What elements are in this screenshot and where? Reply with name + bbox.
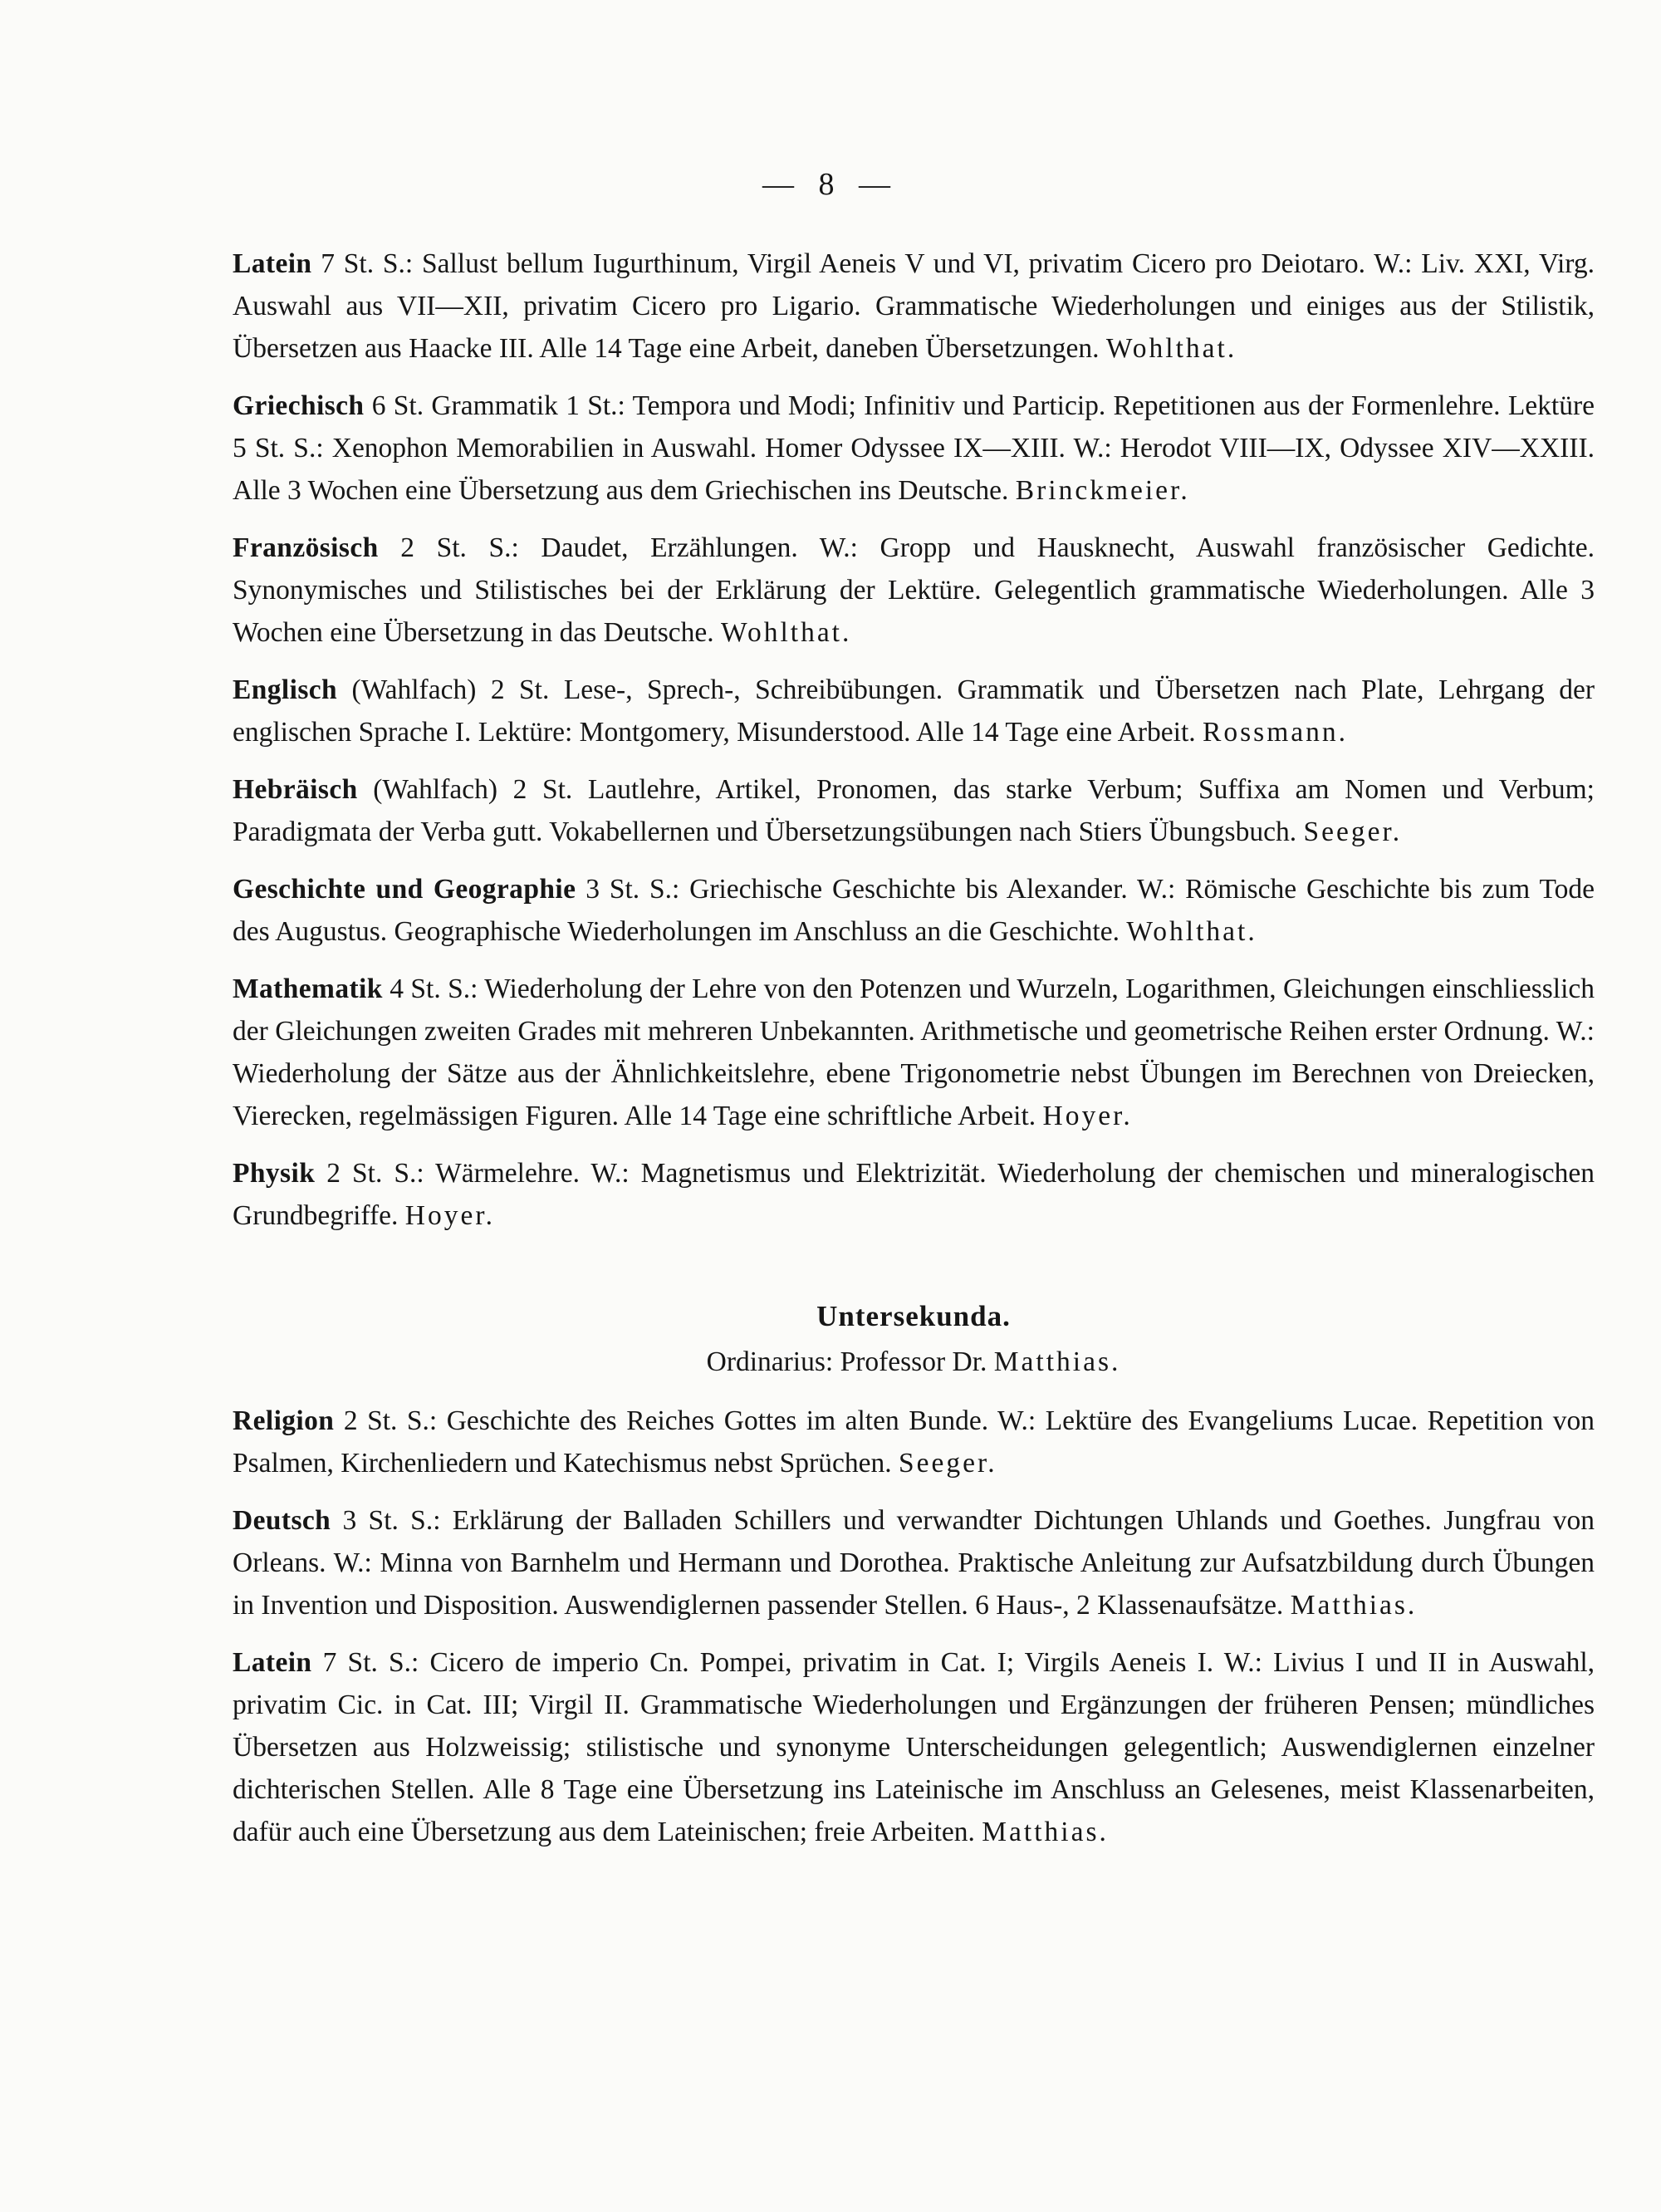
ordinarius-line (233, 1341, 1595, 1383)
teacher-name: Hoyer. (404, 1200, 496, 1231)
teacher-name: Hoyer. (1042, 1101, 1133, 1131)
teacher-name: Wohlthat. (1105, 333, 1237, 364)
paragraph-franzoesisch (233, 527, 1595, 654)
paragraph-text: 7 St. S.: Cicero de imperio Cn. Pompei, privatim in Cat. I; Virgils Aeneis I. W.: Livius I und II in Auswahl, privatim Cic. in Cat. III; Virgil II. Grammatische Wiederholungen und Ergänzungen der früheren Pensen; mündliches Übersetzen aus Holzweissig; stilistische und synonyme Unterscheidungen gelegentlich; Auswendiglernen einzelner dichterischen Stellen. Alle 8 Tage eine Übersetzung ins Lateinische im Anschluss an Gelesenes, meist Klassenarbeiten, dafür auch eine Übersetzung aus dem Lateinischen; freie Arbeiten. (233, 1647, 1595, 1847)
paragraph-text: 7 St. S.: Sallust bellum Iugurthinum, Virgil Aeneis V und VI, privatim Cicero pro Deiotaro. W.: Liv. XXI, Virg. Auswahl aus VII—XII, privatim Cicero pro Ligario. Grammatische Wiederholungen und einiges aus der Stilistik, Übersetzen aus Haacke III. Alle 14 Tage eine Arbeit, daneben Übersetzungen. (233, 248, 1595, 364)
paragraph-latein-obersekunda (233, 243, 1595, 370)
subject-heading: Deutsch (233, 1505, 331, 1536)
paragraph-text: 2 St. S.: Geschichte des Reiches Gottes im alten Bunde. W.: Lektüre des Evangeliums Lucae. Repetition von Psalmen, Kirchenliedern und Katechismus nebst Sprüchen. (233, 1405, 1595, 1479)
teacher-name: Rossmann. (1203, 717, 1349, 748)
paragraph-religion (233, 1400, 1595, 1484)
teacher-name: Brinckmeier. (1015, 475, 1190, 506)
subject-heading: Latein (233, 1647, 312, 1678)
paragraph-hebraeisch (233, 768, 1595, 853)
subject-heading: Latein (233, 248, 312, 279)
teacher-name: Matthias. (982, 1817, 1109, 1847)
ordinarius-label: Ordinarius: Professor Dr. (706, 1346, 994, 1377)
section-title: Untersekunda. (816, 1300, 1011, 1332)
teacher-name: Seeger. (898, 1448, 997, 1479)
paragraph-latein-untersekunda (233, 1641, 1595, 1853)
subject-heading: Englisch (233, 674, 338, 705)
teacher-name: Matthias. (1290, 1590, 1418, 1621)
paragraph-text: 3 St. S.: Erklärung der Balladen Schillers und verwandter Dichtungen Uhlands und Goethes. Jungfrau von Orleans. W.: Minna von Barnhelm und Hermann und Dorothea. Praktische Anleitung zur Aufsatzbildung durch Übungen in Invention und Disposition. Auswendiglernen passender Stellen. 6 Haus-, 2 Klassenaufsätze. (233, 1505, 1595, 1621)
ordinarius-name: Matthias. (993, 1346, 1121, 1377)
paragraph-physik (233, 1152, 1595, 1237)
paragraph-text: 2 St. S.: Daudet, Erzählungen. W.: Gropp und Hausknecht, Auswahl französischer Gedichte. Synonymisches und Stilistisches bei der Erklärung der Lektüre. Gelegentlich grammatische Wiederholungen. Alle 3 Wochen eine Übersetzung in das Deutsche. (233, 532, 1595, 648)
paragraph-englisch (233, 669, 1595, 753)
paragraph-geschichte-geographie (233, 868, 1595, 953)
page-number: — 8 — (762, 167, 899, 202)
subject-heading: Religion (233, 1405, 335, 1436)
subject-heading: Französisch (233, 532, 379, 563)
paragraph-deutsch (233, 1499, 1595, 1626)
paragraph-text: 4 St. S.: Wiederholung der Lehre von den Potenzen und Wurzeln, Logarithmen, Gleichungen einschliesslich der Gleichungen zweiten Grades mit mehreren Unbekannten. Arithmetische und geometrische Reihen erster Ordnung. W.: Wiederholung der Sätze aus der Ähnlichkeitslehre, ebene Trigonometrie nebst Übungen im Berechnen von Dreiecken, Vierecken, regelmässigen Figuren. Alle 14 Tage eine schriftliche Arbeit. (233, 974, 1595, 1131)
paragraph-text: 6 St. Grammatik 1 St.: Tempora und Modi; Infinitiv und Particip. Repetitionen aus der Formenlehre. Lektüre 5 St. S.: Xenophon Memorabilien in Auswahl. Homer Odyssee IX—XIII. W.: Herodot VIII—IX, Odyssee XIV—XXIII. Alle 3 Wochen eine Übersetzung aus dem Griechischen ins Deutsche. (233, 390, 1595, 506)
subject-heading: Griechisch (233, 390, 365, 421)
teacher-name: Wohlthat. (1126, 916, 1257, 947)
paragraph-text: 2 St. S.: Wärmelehre. W.: Magnetismus und Elektrizität. Wiederholung der chemischen und mineralogischen Grundbegriffe. (233, 1158, 1595, 1231)
paragraph-mathematik (233, 968, 1595, 1137)
teacher-name: Seeger. (1303, 817, 1403, 847)
paragraph-text: (Wahlfach) 2 St. Lese-, Sprech-, Schreibübungen. Grammatik und Übersetzen nach Plate, Lehrgang der englischen Sprache I. Lektüre: Montgomery, Misunderstood. Alle 14 Tage eine Arbeit. (233, 674, 1595, 748)
paragraph-griechisch (233, 385, 1595, 512)
subject-heading: Geschichte und Geographie (233, 874, 576, 905)
page-content (233, 243, 1595, 1868)
teacher-name: Wohlthat. (721, 617, 852, 648)
subject-heading: Hebräisch (233, 774, 358, 805)
paragraph-text: (Wahlfach) 2 St. Lautlehre, Artikel, Pronomen, das starke Verbum; Suffixa am Nomen und Verbum; Paradigmata der Verba gutt. Vokabellernen und Übersetzungsübungen nach Stiers Übungsbuch. (233, 774, 1595, 847)
paragraph-text: 3 St. S.: Griechische Geschichte bis Alexander. W.: Römische Geschichte bis zum Tode des Augustus. Geographische Wiederholungen im Anschluss an die Geschichte. (233, 874, 1595, 947)
subject-heading: Physik (233, 1158, 316, 1189)
subject-heading: Mathematik (233, 974, 383, 1004)
